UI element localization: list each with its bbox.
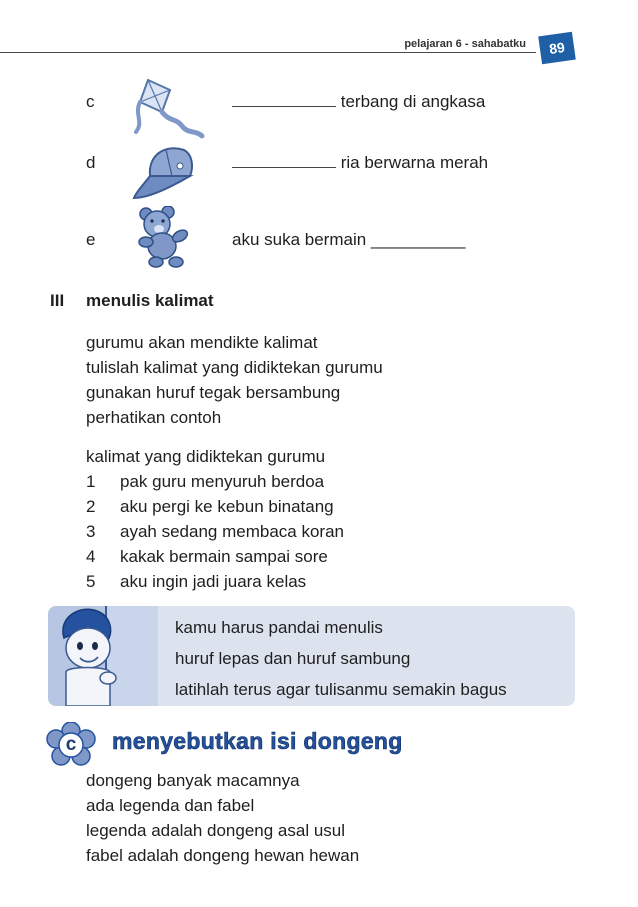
tip-line: latihlah terus agar tulisanmu semakin bagus <box>175 680 507 699</box>
item-text: ayah sedang membaca koran <box>120 522 344 541</box>
section-c-text <box>86 768 359 868</box>
text-line: fabel adalah dongeng hewan hewan <box>86 846 360 865</box>
exercise-letter: d <box>86 153 96 172</box>
list-item <box>86 519 344 544</box>
tip-illustration-panel <box>48 606 158 706</box>
instruction-line: gunakan huruf tegak bersambung <box>86 383 341 402</box>
exercise-row-c <box>0 78 638 142</box>
text-line: legenda adalah dongeng asal usul <box>86 821 346 840</box>
list-item <box>86 469 344 494</box>
item-number: 4 <box>86 547 96 566</box>
instruction-line: tulislah kalimat yang didiktekan gurumu <box>86 358 383 377</box>
section-c-title: menyebutkan isi dongeng <box>112 728 403 754</box>
tip-line: kamu harus pandai menulis <box>175 618 383 637</box>
exercise-letter: c <box>86 92 95 111</box>
text-line: dongeng banyak macamnya <box>86 771 300 790</box>
exercise-sentence: aku suka bermain __________ <box>232 230 466 249</box>
teddy-bear-icon <box>126 206 206 268</box>
instructions <box>86 330 383 430</box>
exercise-sentence <box>232 92 485 112</box>
running-header <box>0 0 638 70</box>
tip-line: huruf lepas dan huruf sambung <box>175 649 411 668</box>
text-line: ada legenda dan fabel <box>86 796 255 815</box>
item-number: 2 <box>86 497 96 516</box>
answer-blank[interactable] <box>232 92 336 107</box>
page-number: 89 <box>538 32 576 64</box>
list-item <box>86 494 344 519</box>
item-number: 5 <box>86 572 96 591</box>
dictation-heading: kalimat yang didiktekan gurumu <box>86 447 326 466</box>
item-number: 1 <box>86 472 96 491</box>
item-text: pak guru menyuruh berdoa <box>120 472 325 491</box>
list-item <box>86 569 344 594</box>
running-title: pelajaran 6 - sahabatku <box>404 38 526 50</box>
dictation-list <box>86 444 344 594</box>
exercise-letter: e <box>86 230 96 249</box>
exercise-sentence <box>232 153 488 173</box>
item-number: 3 <box>86 522 96 541</box>
kite-icon <box>126 78 206 140</box>
item-text: aku pergi ke kebun binatang <box>120 497 334 516</box>
tip-text <box>175 612 507 705</box>
instruction-line: perhatikan contoh <box>86 408 222 427</box>
peeking-boy-icon <box>48 606 158 706</box>
section-title: menulis kalimat <box>86 291 214 310</box>
instruction-line: gurumu akan mendikte kalimat <box>86 333 318 352</box>
answer-blank[interactable] <box>232 153 336 168</box>
list-item <box>86 544 344 569</box>
item-text: aku ingin jadi juara kelas <box>120 572 307 591</box>
cap-icon <box>126 140 206 202</box>
header-rule <box>0 52 536 53</box>
section-number: III <box>50 291 65 310</box>
exercise-row-e <box>0 206 638 270</box>
exercise-row-d <box>0 140 638 204</box>
sentence-ending: terbang di angkasa <box>340 92 486 111</box>
section-letter: c <box>65 734 77 755</box>
item-text: kakak bermain sampai sore <box>120 547 328 566</box>
sentence-ending: ria berwarna merah <box>340 153 489 172</box>
